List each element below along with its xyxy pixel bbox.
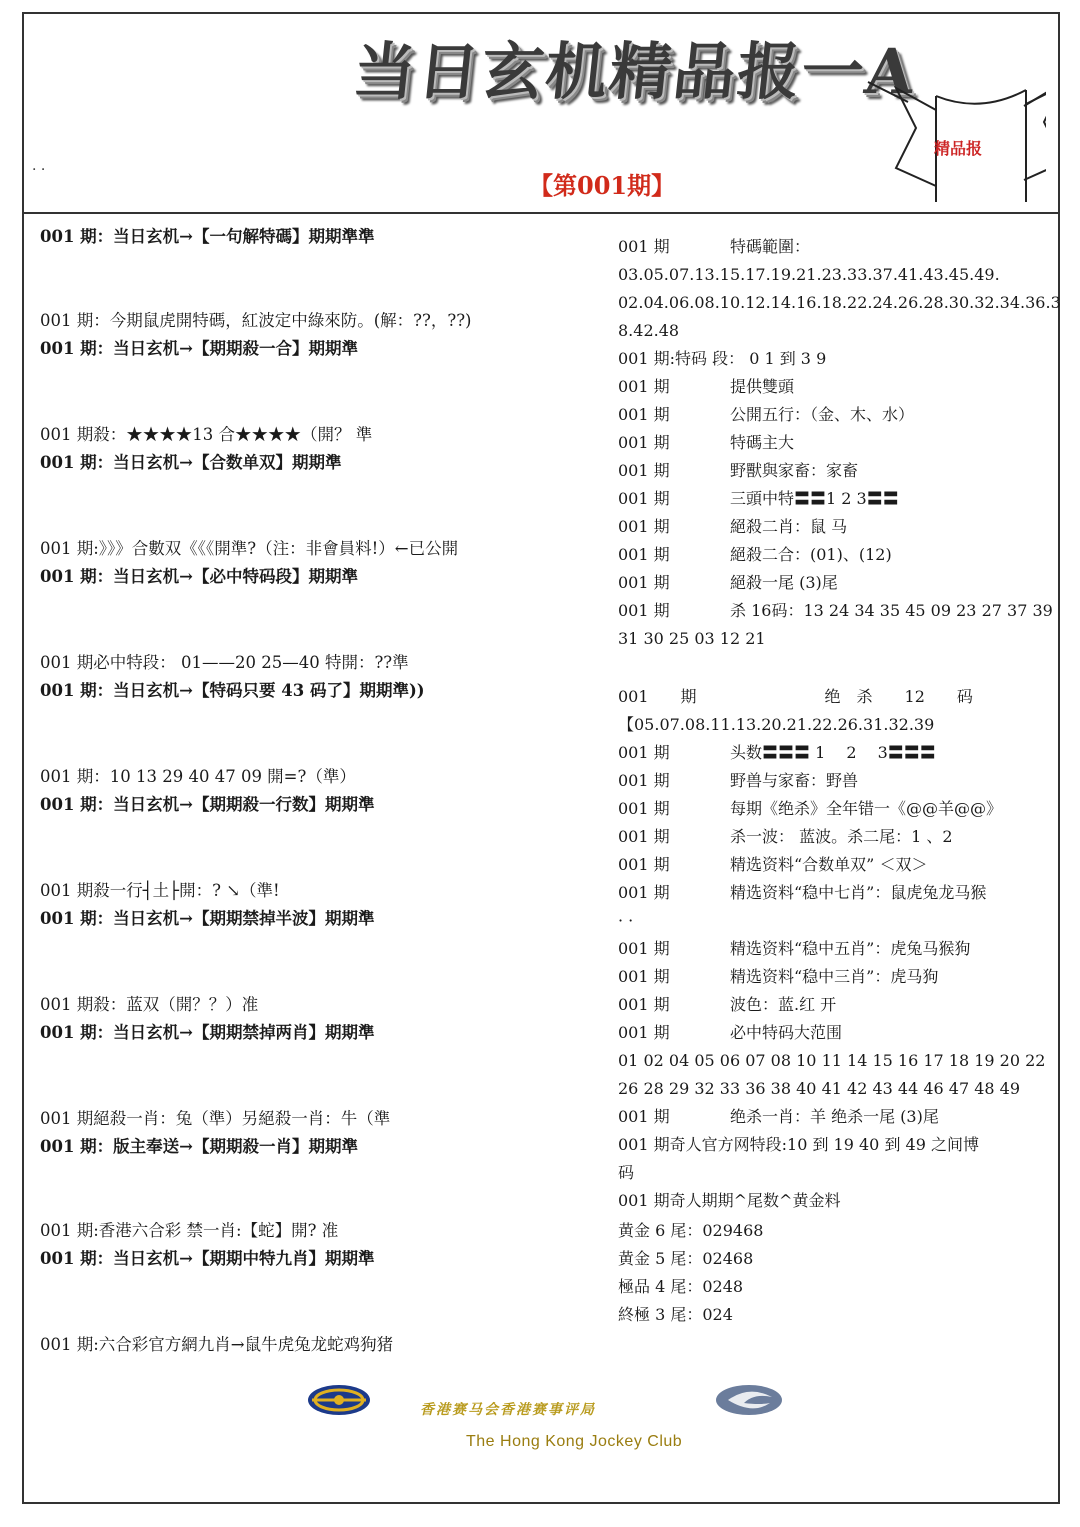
line-text: 精选资料“稳中五肖”：虎兔马猴狗 — [730, 939, 971, 958]
jockey-club-logo-icon — [714, 1383, 784, 1417]
right-line — [618, 236, 810, 258]
line-text: 杀 16码：13 24 34 35 45 09 23 27 37 39 — [730, 601, 1053, 620]
header — [24, 14, 1058, 214]
right-line — [618, 714, 934, 736]
right-line — [618, 770, 858, 792]
footer — [24, 1369, 1058, 1469]
right-line — [618, 742, 936, 764]
issue-prefix: 001 期 — [618, 799, 670, 818]
right-line — [618, 600, 1053, 622]
left-line: 001 期殺：蓝双（開？？）准 — [40, 995, 259, 1014]
issue-prefix: 001 期 — [618, 517, 670, 536]
right-line — [618, 826, 953, 848]
line-text: 必中特码大范围 — [730, 1023, 843, 1042]
right-line — [618, 1220, 763, 1242]
right-line — [618, 488, 899, 510]
line-text: 001 期 绝 杀 12 码 — [618, 687, 973, 706]
right-line — [618, 376, 794, 398]
left-line: 001 期：当日玄机→【期期殺一行数】期期準 — [40, 795, 375, 814]
line-text: 公開五行：（金、木、水） — [730, 405, 915, 424]
issue-label: 【第001期】 — [529, 171, 676, 200]
right-line — [618, 854, 927, 876]
ribbon-label: 精品报 — [934, 139, 983, 158]
line-text: 精选资料“稳中七肖”：鼠虎兔龙马猴 — [730, 883, 987, 902]
issue-prefix: 001 期 — [618, 967, 670, 986]
issue-prefix: 001 期 — [618, 545, 670, 564]
left-line: 001 期：当日玄机→【期期中特九肖】期期準 — [40, 1249, 375, 1268]
line-text: 26 28 29 32 33 36 38 40 41 42 43 44 46 47 48 49 — [618, 1079, 1021, 1098]
left-line: 001 期：当日玄机→【期期殺一合】期期準 — [40, 339, 359, 358]
right-line — [618, 432, 794, 454]
left-line: 001 期殺：★★★★13 合★★★★（開？ 準 — [40, 425, 373, 444]
right-line — [618, 544, 892, 566]
line-text: 波色：蓝.红 开 — [730, 995, 837, 1014]
right-line — [618, 994, 836, 1016]
line-text: 码 — [618, 1163, 635, 1182]
right-line — [618, 1078, 1020, 1100]
right-line — [618, 1190, 840, 1212]
issue-prefix: 001 期 — [618, 405, 670, 424]
right-line — [618, 404, 914, 426]
line-text: 特碼主大 — [730, 433, 795, 452]
line-text: 03.05.07.13.15.17.19.21.23.33.37.41.43.45.49. — [618, 265, 1000, 284]
left-line: 001 期:香港六合彩 禁一肖:【蛇】開? 准 — [40, 1221, 339, 1240]
jockey-club-chinese-name: 香港赛马会香港赛事评局 — [420, 1402, 596, 1418]
line-text: 終極 3 尾：024 — [618, 1305, 733, 1324]
right-line — [618, 882, 986, 904]
issue-prefix: 001 期 — [618, 1023, 670, 1042]
left-line: 001 期：当日玄机→【期期禁掉两肖】期期準 — [40, 1023, 375, 1042]
line-text: 極品 4 尾：0248 — [618, 1277, 744, 1296]
jockey-club-english-name: The Hong Kong Jockey Club — [466, 1433, 683, 1450]
line-text: 【05.07.08.11.13.20.21.22.26.31.32.39 — [618, 715, 935, 734]
line-text: 特碼範圍： — [730, 237, 811, 256]
issue-prefix: 001 期 — [618, 377, 670, 396]
right-line — [618, 938, 970, 960]
issue-prefix: 001 期 — [618, 939, 670, 958]
right-line — [618, 1162, 634, 1184]
line-text: 黄金 6 尾：029468 — [618, 1221, 764, 1240]
right-line — [618, 1304, 733, 1326]
line-text: · · — [618, 911, 634, 930]
line-text: 001 期奇人官方网特段:10 到 19 40 到 49 之间博 — [618, 1135, 979, 1154]
left-line: 001 期:》》》合數双《《《開準?（注：非會員料!）←已公開 — [40, 539, 459, 558]
right-line — [618, 1106, 939, 1128]
line-text: 野兽与家畜：野兽 — [730, 771, 859, 790]
ribbon-banner-icon — [866, 62, 1046, 202]
line-text: 絕殺一尾 (3)尾 — [730, 573, 838, 592]
line-text: 野獸與家畜：家畜 — [730, 461, 859, 480]
right-line — [618, 1276, 743, 1298]
right-line — [618, 572, 838, 594]
right-line — [618, 628, 766, 650]
line-text: 杀一波： 蓝波。杀二尾：1 、2 — [730, 827, 953, 846]
line-text: 精选资料“合数单双” ＜双＞ — [730, 855, 928, 874]
right-line — [618, 1022, 842, 1044]
right-line — [618, 460, 858, 482]
right-line — [618, 686, 973, 708]
left-line: 001 期：当日玄机→【期期禁掉半波】期期準 — [40, 909, 375, 928]
line-text: 提供雙頭 — [730, 377, 795, 396]
left-line: 001 期：今期鼠虎開特碼，紅波定中綠來防。(解：??，??) — [40, 311, 472, 330]
line-text: 黄金 5 尾：02468 — [618, 1249, 754, 1268]
line-text: 02.04.06.08.10.12.14.16.18.22.24.26.28.30.32.34.36.3 — [618, 293, 1061, 312]
line-text: 三頭中特〓〓1 2 3〓〓 — [730, 489, 899, 508]
line-text: 01 02 04 05 06 07 08 10 11 14 15 16 17 18 19 20 22 — [618, 1051, 1046, 1070]
right-line — [618, 910, 633, 932]
right-line — [618, 966, 938, 988]
line-text: 精选资料“稳中三肖”：虎马狗 — [730, 967, 939, 986]
right-line — [618, 798, 1002, 820]
line-text: 头数〓〓〓 1 2 3〓〓〓 — [730, 743, 936, 762]
right-line — [618, 516, 847, 538]
left-line: 001 期殺一行┤土├開：? ↘（準! — [40, 881, 280, 900]
line-text: 31 30 25 03 12 21 — [618, 629, 766, 648]
right-line — [618, 348, 826, 370]
line-text: 8.42.48 — [618, 321, 680, 340]
left-line: 001 期必中特段： 01——20 25—40 特開：??準 — [40, 653, 409, 672]
line-text: 001 期:特码 段： 0 1 到 3 9 — [618, 349, 827, 368]
issue-prefix: 001 期 — [618, 1107, 670, 1126]
jockey-club-emblem-icon — [306, 1383, 372, 1417]
line-text: 绝杀一肖：羊 绝杀一尾 (3)尾 — [730, 1107, 939, 1126]
line-text: 每期《绝杀》全年错一《@@羊@@》 — [730, 799, 1003, 818]
line-text: 絕殺二肖：鼠 马 — [730, 517, 848, 536]
left-line: 001 期：版主奉送→【期期殺一肖】期期準 — [40, 1137, 359, 1156]
issue-prefix: 001 期 — [618, 489, 670, 508]
issue-prefix: 001 期 — [618, 461, 670, 480]
issue-prefix: 001 期 — [618, 601, 670, 620]
issue-prefix: 001 期 — [618, 573, 670, 592]
right-line — [618, 1134, 979, 1156]
page-frame — [22, 12, 1060, 1504]
issue-prefix: 001 期 — [618, 855, 670, 874]
left-line: 001 期：当日玄机→【合数单双】期期準 — [40, 453, 342, 472]
main-title: 当日玄机精品报一A — [349, 35, 920, 108]
left-line: 001 期：当日玄机→【一句解特碼】期期準準 — [40, 227, 375, 246]
left-line: 001 期:六合彩官方網九肖→鼠牛虎兔龙蛇鸡狗猪 — [40, 1335, 394, 1354]
left-line: 001 期：当日玄机→【必中特码段】期期準 — [40, 567, 359, 586]
issue-prefix: 001 期 — [618, 433, 670, 452]
issue-prefix: 001 期 — [618, 883, 670, 902]
left-line: 001 期：当日玄机→【特码只要 43 码了】期期準)) — [40, 681, 425, 700]
right-line — [618, 1248, 753, 1270]
issue-prefix: 001 期 — [618, 827, 670, 846]
right-line — [618, 1050, 1045, 1072]
line-text: 絕殺二合：(01)、(12) — [730, 545, 892, 564]
right-line — [618, 320, 679, 342]
issue-prefix: 001 期 — [618, 743, 670, 762]
issue-prefix: 001 期 — [618, 995, 670, 1014]
right-line — [618, 292, 1061, 314]
left-line: 001 期絕殺一肖：兔（準）另絕殺一肖：牛（準 — [40, 1109, 391, 1128]
right-line — [618, 264, 1000, 286]
header-dots: · · — [32, 162, 46, 178]
issue-prefix: 001 期 — [618, 771, 670, 790]
issue-prefix: 001 期 — [618, 237, 670, 256]
line-text: 001 期奇人期期^尾数^黄金料 — [618, 1191, 841, 1210]
left-line: 001 期：10 13 29 40 47 09 開=?（準） — [40, 767, 356, 786]
